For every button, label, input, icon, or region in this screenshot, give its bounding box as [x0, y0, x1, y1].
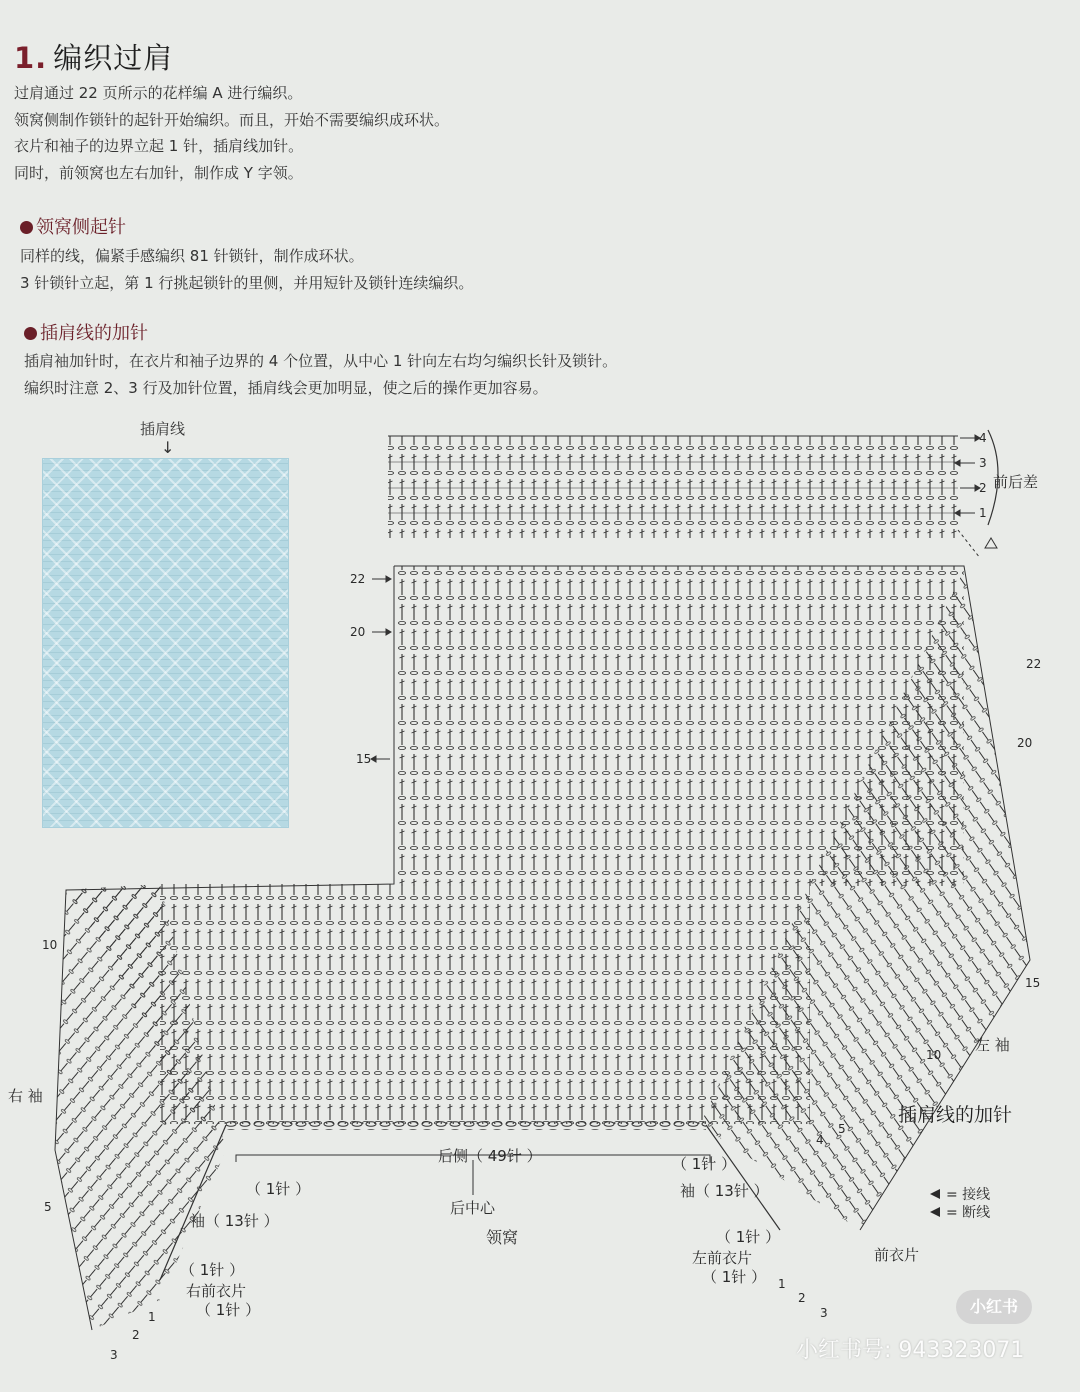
row-number: 2: [798, 1291, 806, 1305]
stitch-count-label: （ 1针 ）: [672, 1155, 737, 1173]
sleeve-count-label: 袖（ 13针 ）: [190, 1212, 279, 1230]
watermark-id: 小红书号: 943323071: [796, 1338, 1025, 1363]
neckline-label: 领窝: [486, 1228, 519, 1247]
title-text: 编织过肩: [53, 41, 174, 75]
title-number: 1.: [14, 41, 48, 75]
stitch-count-label: （ 1针 ）: [196, 1301, 261, 1319]
back-label: 后侧（ 49针 ）: [438, 1147, 542, 1165]
row-number: 5: [44, 1200, 52, 1214]
right-front-label: 右前衣片: [186, 1282, 247, 1300]
row-number: 3: [820, 1306, 828, 1320]
back-center-label: 后中心: [450, 1199, 496, 1217]
row-number: 3: [110, 1348, 118, 1362]
neckline-chain: [226, 1120, 706, 1130]
intro-line: 衣片和袖子的边界立起 1 针，插肩线加针。: [14, 137, 304, 155]
row-number: 10: [42, 938, 58, 952]
left-sleeve-label: 左 袖: [975, 1036, 1010, 1054]
row-number: 4: [816, 1133, 824, 1147]
row-number: 22: [1026, 657, 1042, 671]
intro-line: 领窝侧制作锁针的起针开始编织。而且，开始不需要编织成环状。: [14, 110, 450, 129]
row-number: 4: [979, 431, 987, 445]
connector-line: [958, 530, 980, 558]
row-number: 2: [979, 481, 987, 495]
row-number: 2: [132, 1328, 140, 1342]
row-number: 1: [979, 506, 987, 520]
row-number: 10: [926, 1048, 942, 1062]
intro-line: 同时，前领窝也左右加针，制作成 Y 字领。: [14, 163, 303, 182]
front-back-diff-label: 前后差: [993, 473, 1039, 491]
intro-line: 过肩通过 22 页所示的花样编 A 进行编织。: [14, 84, 303, 102]
section2-line: 插肩袖加针时，在衣片和袖子边界的 4 个位置，从中心 1 针向左右均匀编织长针及锁针。: [24, 352, 618, 370]
row-number: 1: [148, 1310, 156, 1324]
section-heading-text: 插肩线的加针: [40, 323, 148, 344]
sleeve-count-label: 袖（ 13针 ）: [680, 1182, 769, 1200]
legend: [930, 1186, 990, 1222]
swatch-label: 插肩线: [140, 420, 186, 438]
filled-triangle-icon: [930, 1207, 940, 1217]
row-number: 15: [356, 752, 372, 766]
stitch-count-label: （ 1针 ）: [716, 1228, 781, 1246]
row-number: 20: [1017, 736, 1033, 750]
row-number: 22: [350, 572, 366, 586]
row-number: 5: [838, 1122, 846, 1136]
diagram-title: 插肩线的加针: [898, 1104, 1013, 1126]
left-front-label: 左前衣片: [692, 1249, 753, 1267]
row-number: 20: [350, 625, 366, 639]
section2-line: 编织时注意 2、3 行及加针位置，插肩线会更加明显，使之后的操作更加容易。: [24, 378, 548, 397]
join-marker: [985, 538, 997, 548]
arrow-down-icon: ↓: [161, 438, 175, 457]
section-heading-text: 领窝侧起针: [36, 217, 126, 238]
stitch-count-label: （ 1针 ）: [180, 1261, 245, 1279]
section1-line: 3 针锁针立起，第 1 行挑起锁针的里侧，并用短针及锁针连续编织。: [20, 273, 474, 292]
legend-cut-text: = 断线: [946, 1205, 991, 1221]
body-panel: [160, 884, 810, 1124]
row-number: 3: [979, 456, 987, 470]
legend-join-text: = 接线: [946, 1187, 991, 1203]
front-label: 前衣片: [874, 1246, 920, 1264]
legend-join: [930, 1186, 990, 1204]
row-number: 15: [1025, 976, 1041, 990]
open-triangle-icon: [930, 1189, 940, 1199]
legend-cut: [930, 1204, 990, 1222]
section1-line: 同样的线，偏紧手感编织 81 针锁针，制作成环状。: [20, 247, 364, 265]
stitch-count-label: （ 1针 ）: [702, 1268, 767, 1286]
stitch-count-label: （ 1针 ）: [246, 1180, 311, 1198]
right-sleeve-label: 右 袖: [8, 1087, 43, 1105]
watermark-badge: 小红书: [956, 1290, 1032, 1324]
front-back-diff-block: [388, 436, 958, 538]
row-number: 1: [778, 1277, 786, 1291]
